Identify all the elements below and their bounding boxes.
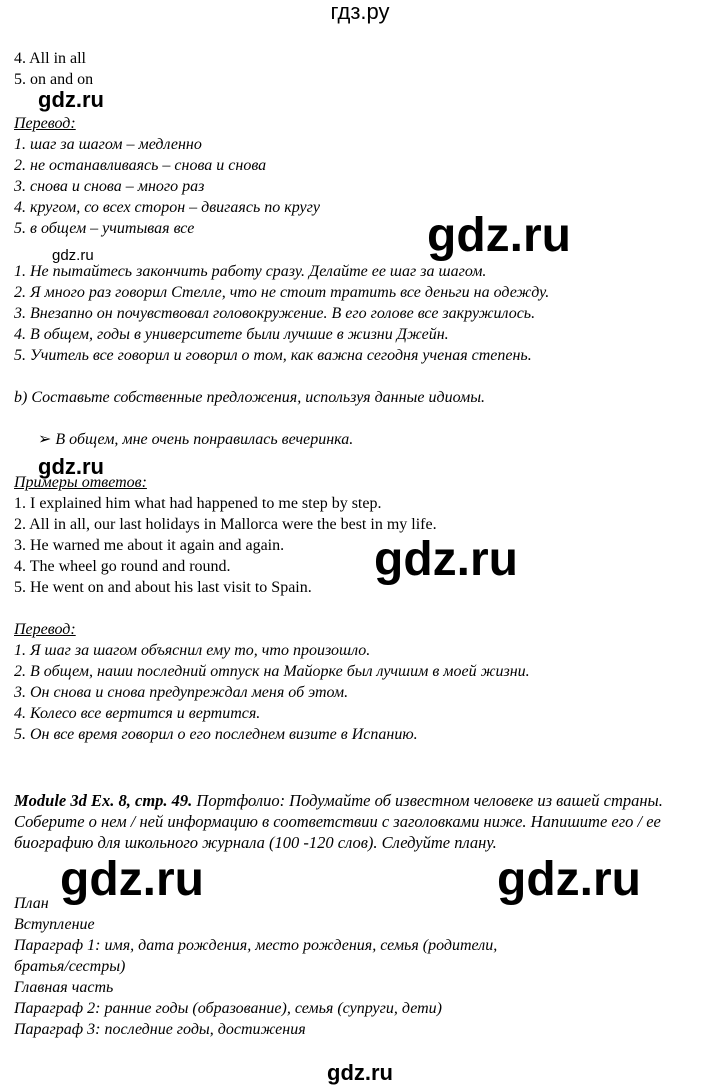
module-ref: Module 3d Ex. 8, стр. 49.	[14, 791, 193, 810]
translation-line: 3. Он снова и снова предупреждал меня об этом.	[14, 684, 349, 701]
example-line: 1. I explained him what had happened to me step by step.	[14, 495, 382, 512]
example-bullet	[38, 430, 353, 450]
translation-line: 4. кругом, со всех сторон – двигаясь по кругу	[14, 199, 320, 216]
translation-line: 2. В общем, наши последний отпуск на Майорке был лучшим в моей жизни.	[14, 663, 530, 680]
answer-line: 4. All in all	[14, 50, 86, 67]
plan-line: Параграф 2: ранние годы (образование), семья (супруги, дети)	[14, 1000, 442, 1017]
translation-heading: Перевод:	[14, 621, 76, 638]
plan-line: братья/сестры)	[14, 958, 126, 975]
module-task	[14, 790, 674, 853]
watermark: gdz.ru	[38, 87, 104, 112]
task-b: b) Составьте собственные предложения, используя данные идиомы.	[14, 389, 486, 406]
plan-line: Параграф 3: последние годы, достижения	[14, 1021, 306, 1038]
sentence-line: 4. В общем, годы в университете были лучшие в жизни Джейн.	[14, 326, 449, 343]
translation-line: 3. снова и снова – много раз	[14, 178, 205, 195]
example-line: 3. He warned me about it again and again.	[14, 537, 285, 554]
module-text: Портфолио: Подумайте об известном человеке из вашей страны. Соберите о нем / ней информацию в соответствии с заголовками ниже. Напишите его / ее биографию для школьного журнала (100 -120 слов). Следуйте плану.	[14, 791, 663, 852]
site-header: гдз.ру	[330, 0, 390, 24]
plan-line: План	[14, 895, 49, 912]
answer-line: 5. on and on	[14, 71, 94, 88]
watermark: gdz.ru	[60, 853, 204, 906]
sentence-line: 1. Не пытайтесь закончить работу сразу. Делайте ее шаг за шагом.	[14, 263, 487, 280]
translation-line: 5. Он все время говорил о его последнем визите в Испанию.	[14, 726, 418, 743]
translation-heading: Перевод:	[14, 115, 76, 132]
plan-line: Вступление	[14, 916, 95, 933]
plan-line: Главная часть	[14, 979, 114, 996]
translation-line: 5. в общем – учитывая все	[14, 220, 195, 237]
sentence-line: 3. Внезапно он почувствовал головокружение. В его голове все закружилось.	[14, 305, 536, 322]
translation-line: 2. не останавливаясь – снова и снова	[14, 157, 267, 174]
arrow-bullet-icon: ➢	[38, 431, 52, 448]
sentence-line: 5. Учитель все говорил и говорил о том, как важна сегодня ученая степень.	[14, 347, 532, 364]
example-line: 2. All in all, our last holidays in Mallorca were the best in my life.	[14, 516, 437, 533]
translation-line: 4. Колесо все вертится и вертится.	[14, 705, 261, 722]
translation-line: 1. шаг за шагом – медленно	[14, 136, 202, 153]
translation-line: 1. Я шаг за шагом объяснил ему то, что произошло.	[14, 642, 371, 659]
bullet-text: В общем, мне очень понравилась вечеринка.	[55, 431, 354, 448]
example-line: 4. The wheel go round and round.	[14, 558, 231, 575]
examples-heading: Примеры ответов:	[14, 474, 147, 491]
watermark: gdz.ru	[38, 454, 104, 479]
watermark: gdz.ru	[52, 247, 94, 264]
footer-watermark: gdz.ru	[327, 1060, 393, 1085]
example-line: 5. He went on and about his last visit to Spain.	[14, 579, 312, 596]
plan-line: Параграф 1: имя, дата рождения, место рождения, семья (родители,	[14, 937, 498, 954]
watermark: gdz.ru	[497, 853, 641, 906]
watermark: gdz.ru	[374, 533, 518, 586]
watermark: gdz.ru	[427, 209, 571, 262]
sentence-line: 2. Я много раз говорил Стелле, что не стоит тратить все деньги на одежду.	[14, 284, 550, 301]
